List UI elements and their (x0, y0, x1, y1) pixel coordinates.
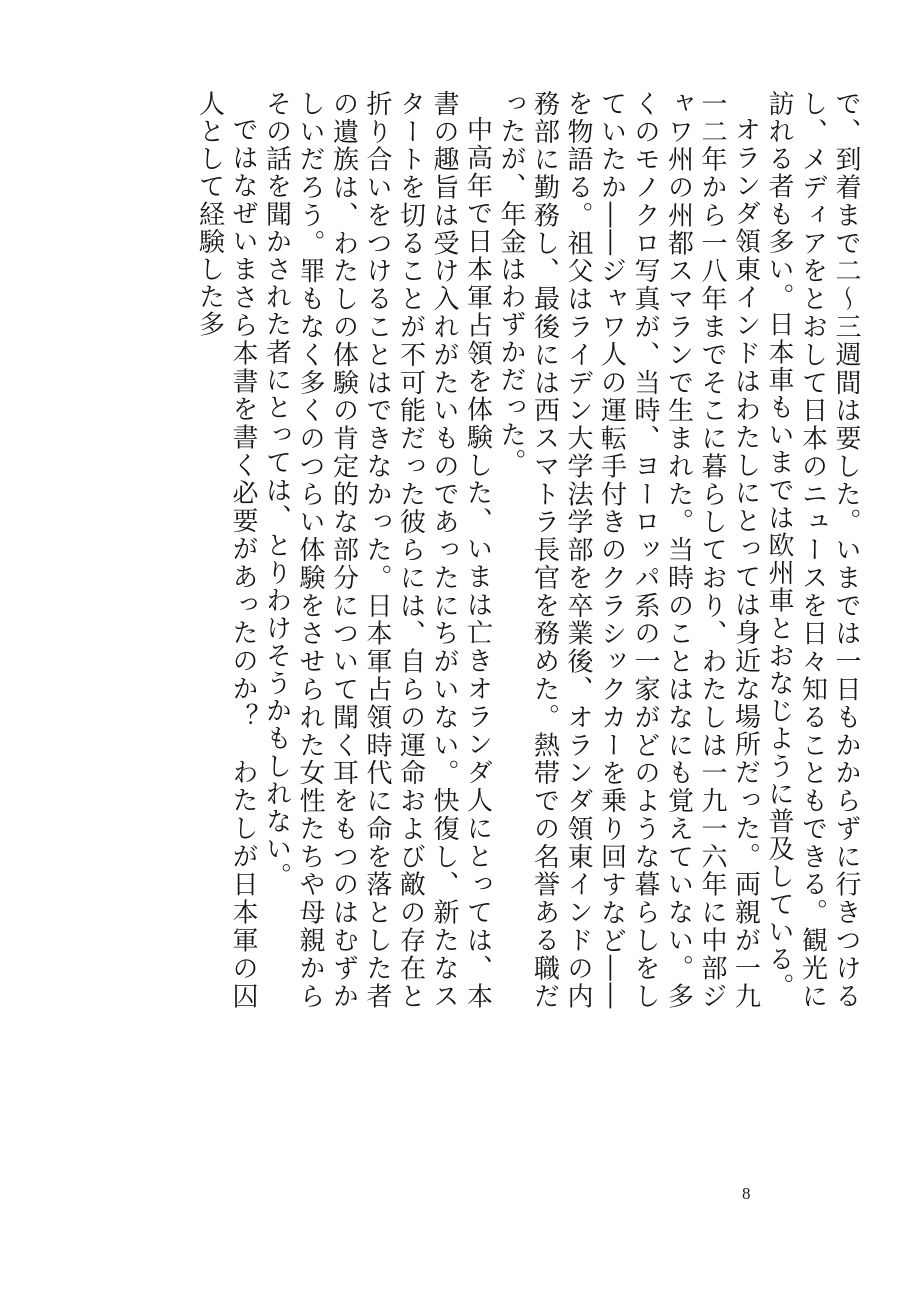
paragraph-1: で、到着まで二〜三週間は要した。いまでは一日もかからずに行きつけるし、メディアをとおして日本のニュースを日々知ることもできる。観光に訪れる者も多い。日本車もいまでは欧州車とおなじように普及している。 (764, 90, 861, 1010)
paragraph-3: 中高年で日本軍占領を体験した、いまは亡きオランダ人にとっては、本書の趣旨は受け入れがたいものであったにちがいない。快復し、新たなスタートを切ることが不可能だった彼らには、自らの運命および敵の存在と折り合いをつけることはできなかった。日本軍占領時代に命を落とした者の遺族は、わたしの体験の肯定的な部分について聞く耳をもつのはむずかしいだろう。罪もなく多くのつらい体験をさせられた女性たちや母親からその話を聞かされた者にとっては、とりわけそうかもしれない。 (261, 90, 493, 1010)
page-number: 8 (742, 1184, 751, 1203)
vertical-text-body (192, 90, 862, 1010)
paragraph-2: オランダ領東インドはわたしにとっては身近な場所だった。両親が一九一二年から一八年までそこに暮らしており、わたしは一九一六年に中部ジャワ州の州都スマランで生まれた。当時のことはなにも覚えていない。多くのモノクロ写真が、当時、ヨーロッパ系の一家がどのような暮らしをしていたか――ジャワ人の運転手付きのクラシックカーを乗り回すなど――を物語る。祖父はライデン大学法学部を卒業後、オランダ領東インドの内務部に勤務し、最後には西スマトラ長官を務めた。熱帯での名誉ある職だったが、年金はわずかだった。 (496, 90, 761, 1010)
paragraph-4: ではなぜいまさら本書を書く必要があったのか？ わたしが日本軍の囚人として経験した多 (194, 90, 258, 1010)
